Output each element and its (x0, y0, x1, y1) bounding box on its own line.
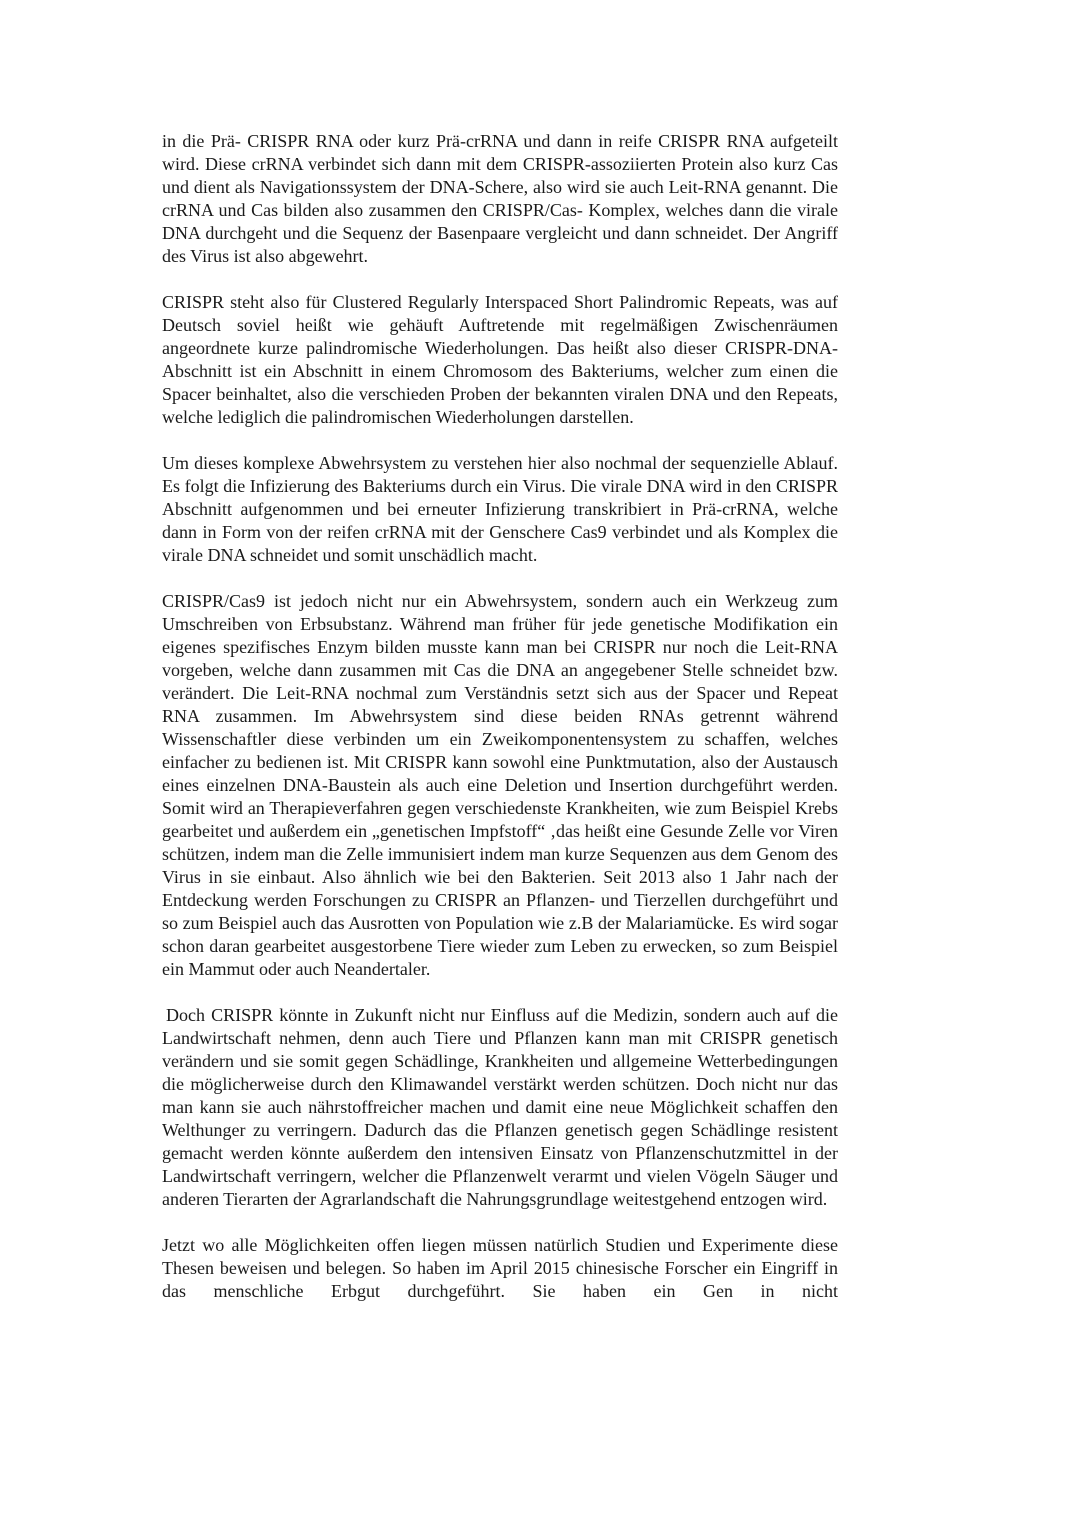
paragraph-crispr-definition: CRISPR steht also für Clustered Regularly Interspaced Short Palindromic Repeats, was auf Deutsch soviel heißt wie gehäuft Auftretende mit regelmäßigen Zwischenräumen angeordnete kurze palindromische Wiederholungen. Das heißt also dieser CRISPR-DNA-Abschnitt ist ein Abschnitt in einem Chromosom des Bakteriums, welcher zum einen die Spacer beinhaltet, also die verschieden Proben der bekannten viralen DNA und den Repeats, welche lediglich die palindromischen Wiederholungen darstellen. (162, 292, 838, 427)
paragraph-experiments: Jetzt wo alle Möglichkeiten offen liegen müssen natürlich Studien und Experimente diese Thesen beweisen und belegen. So haben im April 2015 chinesische Forscher ein Eingriff in das menschliche Erbgut durchgeführt. Sie haben ein Gen in nicht (162, 1235, 838, 1301)
paragraph-defense-sequence: Um dieses komplexe Abwehrsystem zu verstehen hier also nochmal der sequenzielle Ablauf. Es folgt die Infizierung des Bakteriums durch ein Virus. Die virale DNA wird in den CRISPR Abschnitt aufgenommen und bei erneuter Infizierung transkribiert in Prä-crRNA, welche dann in Form von der reifen crRNA mit der Genschere Cas9 verbindet und als Komplex die virale DNA schneidet und somit unschädlich macht. (162, 453, 838, 565)
paragraph-crispr-tool: CRISPR/Cas9 ist jedoch nicht nur ein Abwehrsystem, sondern auch ein Werkzeug zum Umschreiben von Erbsubstanz. Während man früher für jede genetische Modifikation ein eigenes spezifisches Enzym bilden musste kann man bei CRISPR nur noch die Leit-RNA vorgeben, welche dann zusammen mit Cas die DNA an angegebener Stelle schneidet bzw. verändert. Die Leit-RNA nochmal zum Verständnis setzt sich aus der Spacer und Repeat RNA zusammen. Im Abwehrsystem sind diese beiden RNAs getrennt während Wissenschaftler diese verbinden um ein Zweikomponentensystem zu schaffen, welches einfacher zu bedienen ist. Mit CRISPR kann sowohl eine Punktmutation, also der Austausch eines einzelnen DNA-Baustein als auch eine Deletion und Insertion durchgeführt werden. Somit wird an Therapieverfahren gegen verschiedenste Krankheiten, wie zum Beispiel Krebs gearbeitet und außerdem ein „genetischen Impfstoff“ ‚das heißt eine Gesunde Zelle vor Viren schützen, indem man die Zelle immunisiert indem man kurze Sequenzen aus dem Genom des Virus in sie einbaut. Also ähnlich wie bei den Bakterien. Seit 2013 also 1 Jahr nach der Entdeckung werden Forschungen zu CRISPR an Pflanzen- und Tierzellen durchgeführt und so zum Beispiel auch das Ausrotten von Population wie z.B der Malariamücke. Es wird sogar schon daran gearbeitet ausgestorbene Tiere wieder zum Leben zu erwecken, so zum Beispiel ein Mammut oder auch Neandertaler. (162, 591, 838, 979)
paragraph-crrna-processing: in die Prä- CRISPR RNA oder kurz Prä-crRNA und dann in reife CRISPR RNA aufgeteilt wird. Diese crRNA verbindet sich dann mit dem CRISPR-assoziierten Protein also kurz Cas und dient als Navigationssystem der DNA-Schere, also wird sie auch Leit-RNA genannt. Die crRNA und Cas bilden also zusammen den CRISPR/Cas- Komplex, welches dann die virale DNA durchgeht und die Sequenz der Basenpaare vergleicht und dann schneidet. Der Angriff des Virus ist also abgewehrt. (162, 131, 838, 266)
paragraph-agriculture: Doch CRISPR könnte in Zukunft nicht nur Einfluss auf die Medizin, sondern auch auf die Landwirtschaft nehmen, denn auch Tiere und Pflanzen kann man mit CRISPR genetisch verändern und sie somit gegen Schädlinge, Krankheiten und allgemeine Wetterbedingungen die möglicherweise durch den Klimawandel verstärkt werden schützen. Doch nicht nur das man kann sie auch nährstoffreicher machen und damit eine neue Möglichkeit schaffen den Welthunger zu verringern. Dadurch das die Pflanzen genetisch gegen Schädlinge resistent gemacht werden könnte außerdem den intensiven Einsatz von Pflanzenschutzmittel in der Landwirtschaft verringern, welcher die Pflanzenwelt verarmt und vielen Vögeln Säuger und anderen Tierarten der Agrarlandschaft die Nahrungsgrundlage weitestgehend entzogen wird. (162, 1005, 838, 1209)
document-page (162, 130, 838, 1326)
